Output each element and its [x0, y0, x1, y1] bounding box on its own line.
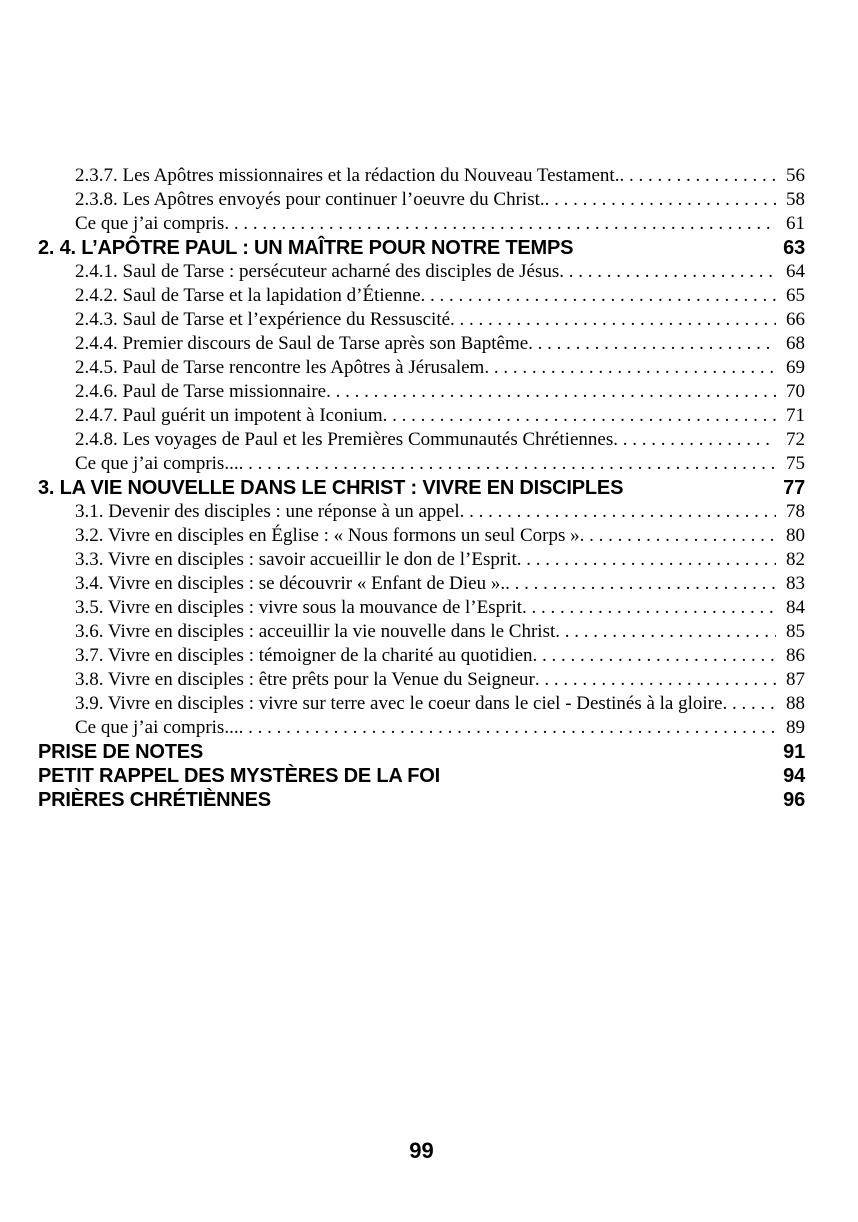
dot-leader: [383, 404, 776, 428]
toc-entry-page: 91: [783, 741, 805, 763]
toc-entry: [38, 476, 805, 500]
toc-entry-page: 82: [786, 549, 805, 570]
toc-entry-title: 2.4.2. Saul de Tarse et la lapidation d’Étienne: [75, 285, 421, 306]
dot-leader: [533, 644, 776, 668]
toc-entry: [38, 788, 805, 812]
toc-entry-title: 3.2. Vivre en disciples en Église : « Nous formons un seul Corps »: [75, 525, 580, 546]
dot-leader: [528, 332, 776, 356]
toc-entry: [38, 404, 805, 428]
toc-entry-page: 65: [786, 285, 805, 306]
toc-entry: [38, 500, 805, 524]
toc-entry-title: 3.3. Vivre en disciples : savoir accueillir le don de l’Esprit: [75, 549, 517, 570]
toc-entry-title: 3. LA VIE NOUVELLE DANS LE CHRIST : VIVRE EN DISCIPLES: [38, 477, 624, 499]
toc-entry: [38, 596, 805, 620]
dot-leader: [460, 500, 776, 524]
toc-entry-page: 87: [786, 669, 805, 690]
toc-entry: [38, 284, 805, 308]
toc-entry: [38, 260, 805, 284]
toc-entry: [38, 740, 805, 764]
toc-entry-title: 3.5. Vivre en disciples : vivre sous la mouvance de l’Esprit: [75, 597, 523, 618]
toc-entry-page: 78: [786, 501, 805, 522]
dot-leader: [580, 524, 776, 548]
toc-entry: [38, 716, 805, 740]
dot-leader: [484, 356, 776, 380]
toc-entry-title: 2.3.8. Les Apôtres envoyés pour continuer l’oeuvre du Christ.: [75, 189, 545, 210]
toc-entry-page: 61: [786, 213, 805, 234]
toc-entry-title: 2.4.5. Paul de Tarse rencontre les Apôtres à Jérusalem: [75, 357, 485, 378]
toc-entry-title: PETIT RAPPEL DES MYSTÈRES DE LA FOI: [38, 765, 440, 787]
toc-entry-page: 70: [786, 381, 805, 402]
toc-entry-page: 56: [786, 165, 805, 186]
toc-entry-page: 72: [786, 429, 805, 450]
toc-entry-title: 2.4.7. Paul guérit un impotent à Iconium: [75, 405, 383, 426]
toc-entry-title: 3.1. Devenir des disciples : une réponse à un appel: [75, 501, 460, 522]
dot-leader: [545, 188, 776, 212]
toc-entry-title: 3.8. Vivre en disciples : être prêts pour la Venue du Seigneur: [75, 669, 535, 690]
dot-leader: [421, 284, 777, 308]
table-of-contents: [38, 164, 805, 812]
toc-entry-title: 2.4.3. Saul de Tarse et l’expérience du Ressuscité: [75, 309, 451, 330]
toc-entry-title: 2.4.6. Paul de Tarse missionnaire: [75, 381, 327, 402]
toc-entry-title: 3.9. Vivre en disciples : vivre sur terre avec le coeur dans le ciel - Destinés à la gloire: [75, 693, 723, 714]
toc-entry: [38, 308, 805, 332]
dot-leader: [522, 596, 776, 620]
footer-page-number: 99: [409, 1138, 434, 1163]
toc-entry: [38, 212, 805, 236]
toc-entry-title: Ce que j’ai compris...: [75, 717, 239, 738]
toc-entry-title: 2.4.4. Premier discours de Saul de Tarse après son Baptême: [75, 333, 529, 354]
toc-entry: [38, 764, 805, 788]
toc-entry-page: 80: [786, 525, 805, 546]
toc-entry: [38, 452, 805, 476]
toc-entry: [38, 548, 805, 572]
dot-leader: [326, 380, 776, 404]
toc-entry: [38, 644, 805, 668]
toc-entry-title: Ce que j’ai compris...: [75, 453, 239, 474]
dot-leader: [239, 452, 776, 476]
dot-leader: [722, 692, 776, 716]
dot-leader: [517, 548, 776, 572]
toc-entry-page: 68: [786, 333, 805, 354]
dot-leader: [450, 308, 776, 332]
toc-entry-title: 2.4.1. Saul de Tarse : persécuteur acharné des disciples de Jésus: [75, 261, 560, 282]
toc-entry-page: 84: [786, 597, 805, 618]
dot-leader: [555, 620, 776, 644]
dot-leader: [224, 212, 776, 236]
toc-entry: [38, 332, 805, 356]
dot-leader: [559, 260, 776, 284]
toc-entry-title: PRIÈRES CHRÉTIÈNNES: [38, 789, 271, 811]
toc-entry: [38, 428, 805, 452]
dot-leader: [613, 428, 776, 452]
toc-entry-page: 77: [783, 477, 805, 499]
toc-entry-page: 83: [786, 573, 805, 594]
dot-leader: [505, 572, 776, 596]
dot-leader: [535, 668, 776, 692]
toc-entry-page: 88: [786, 693, 805, 714]
toc-entry: [38, 356, 805, 380]
toc-entry-page: 63: [783, 237, 805, 259]
toc-entry-page: 89: [786, 717, 805, 738]
toc-entry-title: 2.3.7. Les Apôtres missionnaires et la rédaction du Nouveau Testament.: [75, 165, 620, 186]
dot-leader: [239, 716, 776, 740]
toc-entry-title: 2. 4. L’APÔTRE PAUL : UN MAÎTRE POUR NOTRE TEMPS: [38, 237, 574, 259]
toc-entry-page: 86: [786, 645, 805, 666]
toc-entry-page: 66: [786, 309, 805, 330]
toc-entry: [38, 236, 805, 260]
toc-entry-page: 96: [783, 789, 805, 811]
toc-entry-page: 58: [786, 189, 805, 210]
toc-entry-title: 2.4.8. Les voyages de Paul et les Premières Communautés Chrétiennes: [75, 429, 614, 450]
toc-entry-title: 3.4. Vivre en disciples : se découvrir « Enfant de Dieu ».: [75, 573, 506, 594]
toc-entry-page: 71: [786, 405, 805, 426]
toc-entry: [38, 692, 805, 716]
toc-entry-title: PRISE DE NOTES: [38, 741, 204, 763]
toc-entry: [38, 668, 805, 692]
toc-entry-page: 64: [786, 261, 805, 282]
toc-entry: [38, 524, 805, 548]
dot-leader: [619, 164, 776, 188]
toc-entry-page: 85: [786, 621, 805, 642]
toc-entry-title: 3.7. Vivre en disciples : témoigner de la charité au quotidien: [75, 645, 533, 666]
toc-entry-page: 69: [786, 357, 805, 378]
toc-entry-title: 3.6. Vivre en disciples : acceuillir la vie nouvelle dans le Christ: [75, 621, 556, 642]
toc-entry-title: Ce que j’ai compris: [75, 213, 225, 234]
toc-entry-page: 94: [783, 765, 805, 787]
toc-entry: [38, 380, 805, 404]
toc-entry: [38, 188, 805, 212]
toc-entry: [38, 164, 805, 188]
toc-entry: [38, 620, 805, 644]
toc-entry: [38, 572, 805, 596]
toc-entry-page: 75: [786, 453, 805, 474]
